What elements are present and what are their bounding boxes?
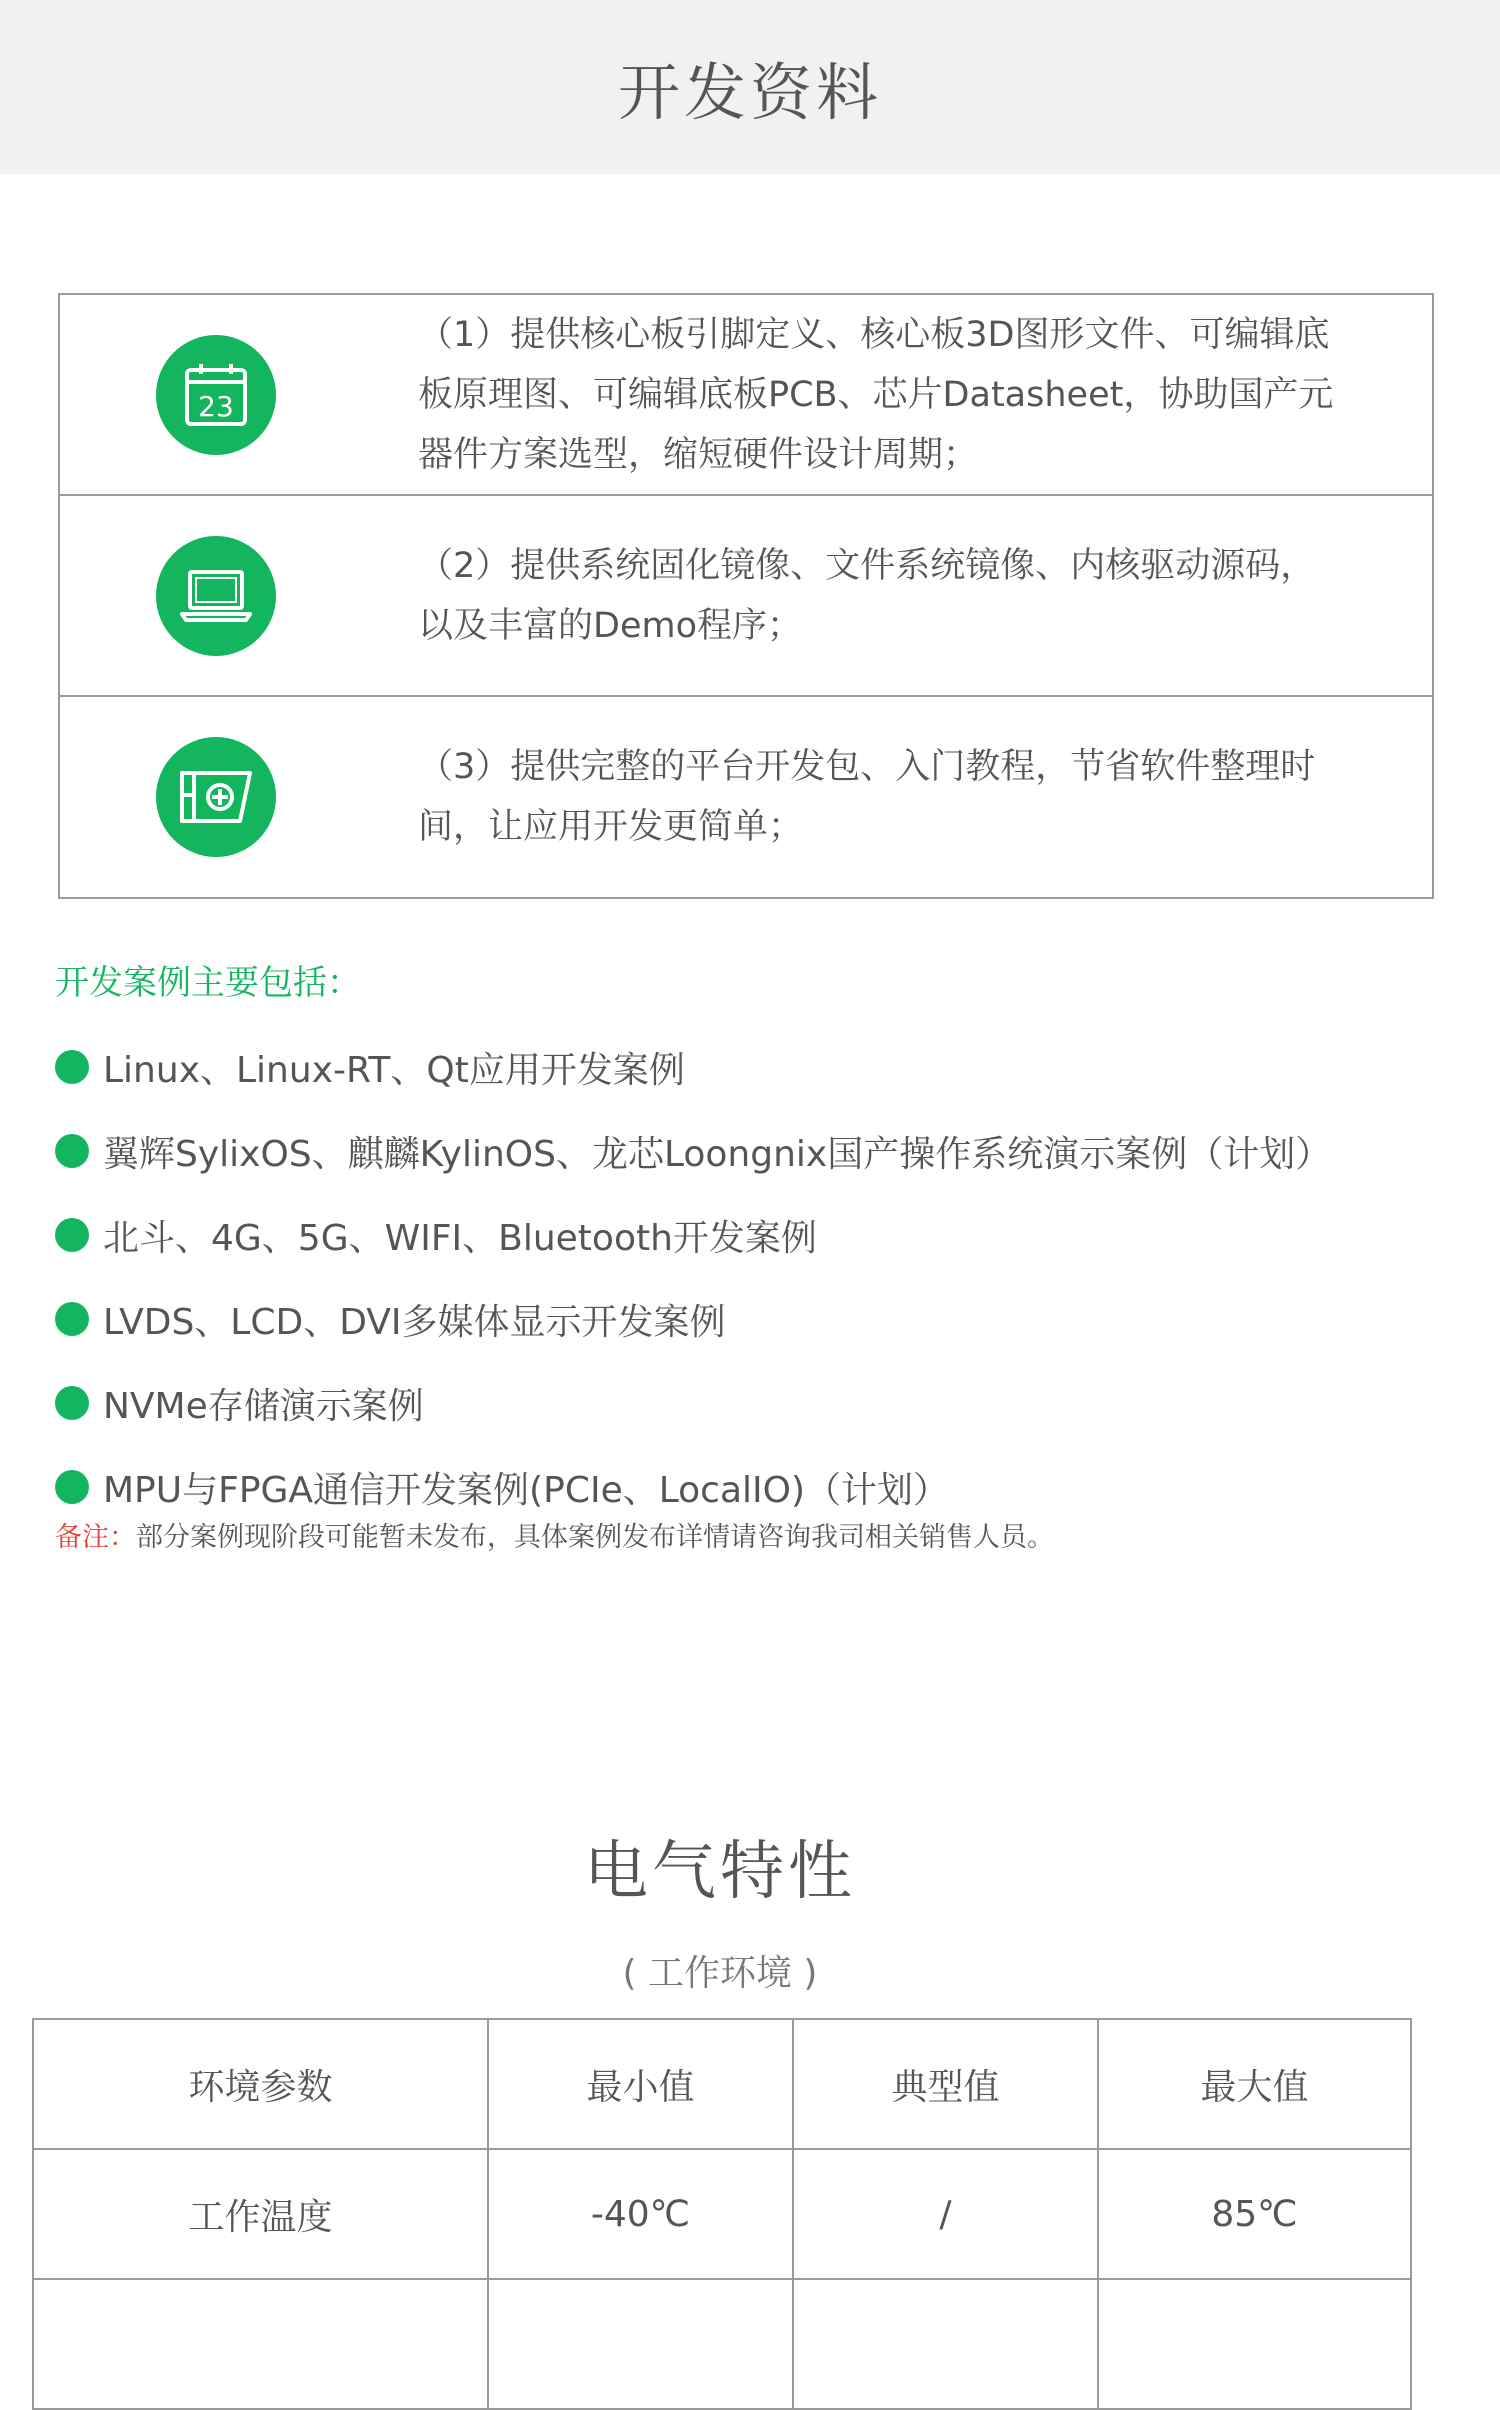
laptop-icon [156, 536, 276, 656]
column-header: 最大值 [1098, 2019, 1411, 2149]
feature-row [60, 496, 1432, 697]
table-cell [793, 2279, 1098, 2409]
platform-icon [156, 737, 276, 857]
table-cell [33, 2279, 488, 2409]
calendar-icon [156, 335, 276, 455]
column-header: 典型值 [793, 2019, 1098, 2149]
feature-row [60, 295, 1432, 496]
bullet-icon [55, 1386, 89, 1420]
bullet-icon [55, 1218, 89, 1252]
note-text: 部分案例现阶段可能暂未发布，具体案例发布详情请咨询我司相关销售人员。 [136, 1522, 1054, 1553]
table-cell [1098, 2279, 1411, 2409]
note [55, 1515, 1054, 1554]
bullet-icon [55, 1050, 89, 1084]
table-cell: 85℃ [1098, 2149, 1411, 2279]
column-header: 最小值 [488, 2019, 793, 2149]
bullet-icon [55, 1134, 89, 1168]
list-item [55, 1109, 1331, 1193]
column-header: 环境参数 [33, 2019, 488, 2149]
list-item-label: NVMe存储演示案例 [103, 1385, 424, 1427]
list-item [55, 1361, 1331, 1445]
list-item [55, 1193, 1331, 1277]
list-item-label: 北斗、4G、5G、WIFI、Bluetooth开发案例 [103, 1217, 817, 1259]
bullet-icon [55, 1302, 89, 1336]
table-cell [488, 2279, 793, 2409]
header-bar [0, 0, 1500, 174]
feature-table [58, 293, 1434, 899]
list-item-label: Linux、Linux-RT、Qt应用开发案例 [103, 1049, 685, 1091]
feature-text: （1）提供核心板引脚定义、核心板3D图形文件、可编辑底板原理图、可编辑底板PCB、芯片Datasheet，协助国产元器件方案选型，缩短硬件设计周期； [418, 314, 1334, 475]
feature-row [60, 697, 1432, 897]
cases-heading: 开发案例主要包括： [55, 963, 361, 1003]
list-item-label: LVDS、LCD、DVI多媒体显示开发案例 [103, 1301, 726, 1343]
bullet-icon [55, 1470, 89, 1504]
list-item [55, 1025, 1331, 1109]
table-cell: 工作温度 [33, 2149, 488, 2279]
section-title: 电气特性 [584, 1835, 856, 1909]
cases-list [55, 1025, 1331, 1529]
list-item-label: MPU与FPGA通信开发案例(PCIe、LocalIO)（计划） [103, 1469, 950, 1511]
note-label: 备注： [55, 1522, 136, 1553]
table-header-row [33, 2019, 1411, 2149]
table-cell: / [793, 2149, 1098, 2279]
table-cell: -40℃ [488, 2149, 793, 2279]
svg-text:23: 23 [198, 390, 234, 423]
page-title: 开发资料 [617, 55, 882, 129]
list-item-label: 翼辉SylixOS、麒麟KylinOS、龙芯Loongnix国产操作系统演示案例（计划） [103, 1133, 1332, 1175]
table-row [33, 2279, 1411, 2409]
feature-text: （3）提供完整的平台开发包、入门教程，节省软件整理时间，让应用开发更简单； [418, 747, 1316, 847]
spec-table [32, 2018, 1412, 2410]
table-row [33, 2149, 1411, 2279]
list-item [55, 1277, 1331, 1361]
section-subtitle: ( 工作环境 ) [622, 1953, 818, 1994]
feature-text: （2）提供系统固化镜像、文件系统镜像、内核驱动源码，以及丰富的Demo程序； [418, 545, 1316, 646]
